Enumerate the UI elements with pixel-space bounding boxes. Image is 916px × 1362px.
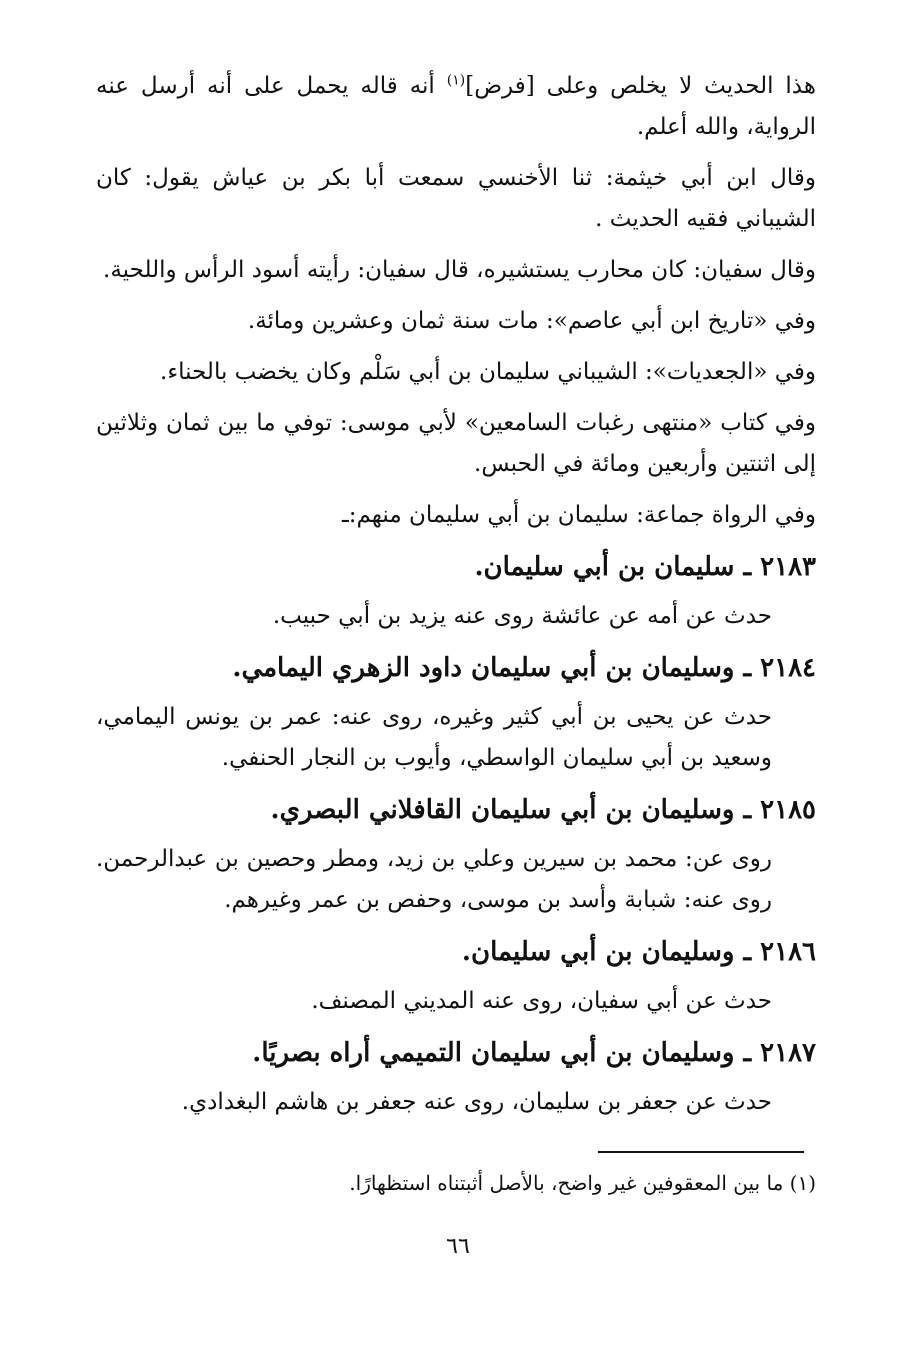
footnote-divider (598, 1151, 804, 1153)
entry-body: حدث عن جعفر بن سليمان، روى عنه جعفر بن هاشم البغدادي. (181, 1089, 772, 1115)
paragraph: وفي كتاب «منتهى رغبات السامعين» لأبي موسى: توفي ما بين ثمان وثلاثين إلى اثنتين وأربعين ومائة في الحبس. (96, 410, 816, 477)
entry-heading: ٢١٨٦ ـ وسليمان بن أبي سليمان. (461, 937, 816, 967)
paragraph-text: هذا الحديث لا يخلص وعلى [فرض] (465, 73, 816, 99)
paragraph: وقال سفيان: كان محارب يستشيره، قال سفيان: رأيته أسود الرأس واللحية. (103, 257, 816, 283)
footnote: (١) ما بين المعقوفين غير واضح، بالأصل أثبتناه استظهارًا. (349, 1171, 816, 1195)
paragraph: وفي «الجعديات»: الشيباني سليمان بن أبي سَلْم وكان يخضب بالحناء. (160, 359, 816, 385)
entry-heading: ٢١٨٧ ـ وسليمان بن أبي سليمان التميمي أراه بصريًا. (252, 1038, 816, 1068)
entry-body: حدث عن أبي سفيان، روى عنه المديني المصنف. (311, 988, 772, 1014)
paragraph: وقال ابن أبي خيثمة: ثنا الأخنسي سمعت أبا بكر بن عياش يقول: كان الشيباني فقيه الحديث . (96, 165, 816, 232)
entry-body: حدث عن أمه عن عائشة روى عنه يزيد بن أبي حبيب. (272, 603, 772, 629)
page-number: ٦٦ (446, 1234, 470, 1259)
paragraph: وفي «تاريخ ابن أبي عاصم»: مات سنة ثمان وعشرين ومائة. (247, 308, 816, 334)
paragraph: وفي الرواة جماعة: سليمان بن أبي سليمان منهم:ـ (342, 502, 816, 528)
main-text (96, 66, 816, 1123)
entry-heading: ٢١٨٣ ـ سليمان بن أبي سليمان. (474, 552, 816, 582)
paragraph (96, 66, 816, 148)
entry-body: روى عن: محمد بن سيرين وعلي بن زيد، ومطر وحصين بن عبدالرحمن. روى عنه: شبابة وأسد بن موسى، وحفص بن عمر وغيرهم. (96, 846, 772, 913)
entry-heading: ٢١٨٥ ـ وسليمان بن أبي سليمان القافلاني البصري. (270, 795, 816, 825)
paragraph-text: أنه قاله يحمل على أنه أرسل عنه الرواية، والله أعلم. (96, 73, 816, 140)
entry-heading: ٢١٨٤ ـ وسليمان بن أبي سليمان داود الزهري اليمامي. (232, 653, 816, 683)
footnote-marker: (١) (446, 72, 466, 89)
entry-body: حدث عن يحيى بن أبي كثير وغيره، روى عنه: عمر بن يونس اليمامي، وسعيد بن أبي سليمان الواسطي، وأيوب بن النجار الحنفي. (96, 704, 772, 771)
